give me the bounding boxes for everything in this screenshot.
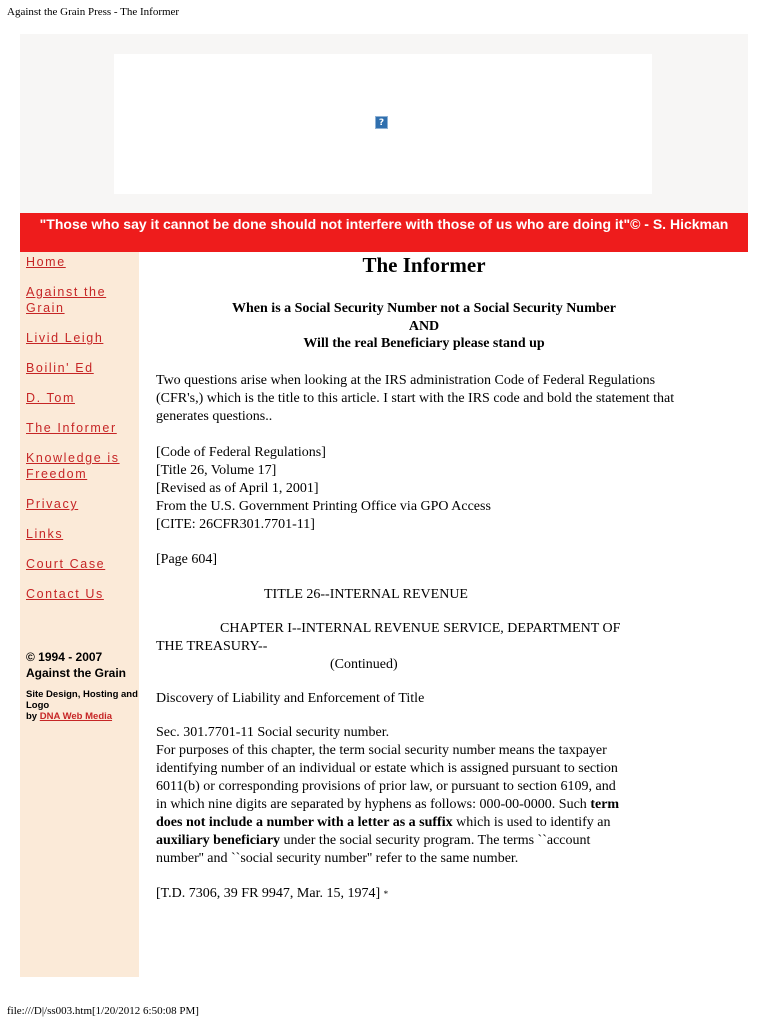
credits-line <box>26 711 138 722</box>
cfr-line: [CITE: 26CFR301.7701-11] <box>156 516 315 532</box>
nav-privacy[interactable]: Privacy <box>26 497 79 511</box>
cfr-citation-block <box>156 444 696 534</box>
section-body: For purposes of this chapter, the term social security number means the taxpayer identifying number of an individual or estate which is assigned pursuant to section 6011(b) or corresponding provisions of prior law, or pursuant to section 6109, and in which nine digits are separated by hyphens as follows: 000-00-0000. Such term does not include a number with a letter as a suffix which is used to identify an auxiliary beneficiary under the social security program. The terms ``account number'' and ``social security number'' refer to the same number. <box>156 742 620 866</box>
nav-boilin-ed[interactable]: Boilin' Ed <box>26 361 94 375</box>
cfr-line: From the U.S. Government Printing Office via GPO Access <box>156 498 491 514</box>
headline-line-2: AND <box>408 318 440 334</box>
intro-paragraph: Two questions arise when looking at the IRS administration Code of Federal Regulations (CFR's,) which is the title to this article. I start with the IRS code and bold the statement that generates questions.. <box>156 372 675 424</box>
chapter-heading-line-2: THE TREASURY-- <box>156 638 268 654</box>
credits-text: Site Design, Hosting and Logo <box>26 689 138 711</box>
sidebar-nav <box>26 254 126 616</box>
broken-image-icon: ? <box>375 116 388 129</box>
banner-logo-area <box>114 54 652 194</box>
td-reference: [T.D. 7306, 39 FR 9947, Mar. 15, 1974] * <box>156 885 389 901</box>
copyright-block <box>26 649 138 681</box>
copyright-years: © 1994 - 2007 <box>26 650 103 664</box>
nav-links[interactable]: Links <box>26 527 64 541</box>
article-headline <box>156 300 692 353</box>
document-title: Against the Grain Press - The Informer <box>7 6 180 18</box>
bold-statement-auxiliary: auxiliary beneficiary <box>156 832 281 848</box>
copyright-owner: Against the Grain <box>26 666 127 680</box>
article <box>156 252 696 903</box>
page-reference: [Page 604] <box>156 551 218 567</box>
cfr-line: [Title 26, Volume 17] <box>156 462 277 478</box>
dna-web-media-link[interactable]: DNA Web Media <box>39 711 113 722</box>
title-26-heading: TITLE 26--INTERNAL REVENUE <box>264 586 468 602</box>
nav-contact-us[interactable]: Contact Us <box>26 587 104 601</box>
footer-url: file:///D|/ss003.htm[1/20/2012 6:50:08 PM] <box>7 1005 199 1017</box>
nav-d-tom[interactable]: D. Tom <box>26 391 75 405</box>
headline-line-3: Will the real Beneficiary please stand up <box>303 336 545 351</box>
headline-line-1: When is a Social Security Number not a Social Security Number <box>232 301 616 316</box>
continued-label: (Continued) <box>330 656 398 672</box>
nav-court-case[interactable]: Court Case <box>26 557 106 571</box>
chapter-heading-line-1: CHAPTER I--INTERNAL REVENUE SERVICE, DEPARTMENT OF <box>220 620 621 636</box>
banner <box>20 34 748 213</box>
cfr-line: [Code of Federal Regulations] <box>156 444 326 460</box>
discovery-heading: Discovery of Liability and Enforcement of Title <box>156 690 425 706</box>
star-icon: * <box>383 888 389 899</box>
nav-the-informer[interactable]: The Informer <box>26 421 117 435</box>
nav-against-the-grain[interactable]: Against the Grain <box>26 285 107 315</box>
sidebar <box>20 252 139 977</box>
nav-knowledge-is-freedom[interactable]: Knowledge is Freedom <box>26 451 120 481</box>
nav-home[interactable]: Home <box>26 255 66 269</box>
cfr-line: [Revised as of April 1, 2001] <box>156 480 319 496</box>
section-title: Sec. 301.7701-11 Social security number. <box>156 724 390 740</box>
quote-bar: "Those who say it cannot be done should not interfere with those of us who are doing it"© - S. Hickman <box>20 213 748 252</box>
credits-by: by <box>26 711 38 722</box>
page-title: The Informer <box>362 253 486 277</box>
credits-block <box>26 689 138 722</box>
nav-livid-leigh[interactable]: Livid Leigh <box>26 331 104 345</box>
bold-statement-suffix: term does not include a number with a letter as a suffix <box>156 796 620 830</box>
